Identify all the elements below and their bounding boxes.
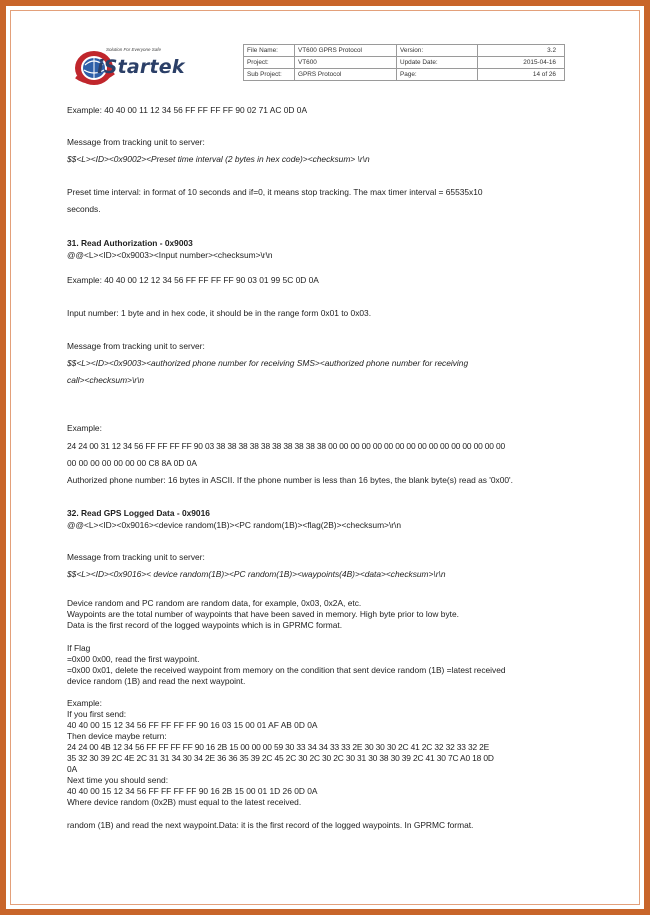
page-value: 14 of 26 (478, 69, 565, 81)
paragraph: Device random and PC random are random data, for example, 0x03, 0x2A, etc. (67, 598, 362, 608)
table-row (244, 69, 565, 81)
example-hex: 00 00 00 00 00 00 00 C8 8A 0D 0A (67, 458, 197, 468)
version-label: Version: (397, 45, 478, 57)
logo-text: iStartek (97, 56, 185, 78)
document-info-table (243, 44, 565, 81)
paragraph: random (1B) and read the next waypoint.Data: it is the first record of the logged waypoints. In GPRMC format. (67, 820, 474, 830)
example-hex: 24 24 00 4B 12 34 56 FF FF FF FF 90 16 2B 15 00 00 00 59 30 33 34 34 33 33 2E 30 30 30 2C 41 2C 32 32 33 32 2E (67, 742, 490, 752)
table-row (244, 45, 565, 57)
file-name-label: File Name: (244, 45, 295, 57)
message-intro: Message from tracking unit to server: (67, 341, 205, 351)
paragraph: Authorized phone number: 16 bytes in ASCII. If the phone number is less than 16 bytes, the blank byte(s) read as '0x00'. (67, 475, 513, 485)
message-format: $$<L><ID><0x9003><authorized phone number for receiving SMS><authorized phone number for receiving (67, 358, 469, 368)
message-format: call><checksum>\r\n (67, 375, 145, 385)
section-32-title: 32. Read GPS Logged Data - 0x9016 (67, 508, 210, 518)
example-text: Example: 40 40 00 12 12 34 56 FF FF FF FF 90 03 01 99 5C 0D 0A (67, 275, 319, 285)
sub-project-label: Sub Project: (244, 69, 295, 81)
paragraph: If you first send: (67, 709, 127, 719)
paragraph: Input number: 1 byte and in hex code, it should be in the range form 0x01 to 0x03. (67, 308, 372, 318)
paragraph: Then device maybe return: (67, 731, 167, 741)
page-label: Page: (397, 69, 478, 81)
paragraph: seconds. (67, 204, 101, 214)
message-format: $$<L><ID><0x9002><Preset time interval (2 bytes in hex code)><checksum> \r\n (67, 154, 370, 164)
file-name-value: VT600 GPRS Protocol (295, 45, 397, 57)
example-hex: 40 40 00 15 12 34 56 FF FF FF FF 90 16 03 15 00 01 AF AB 0D 0A (67, 720, 318, 730)
logo-tagline: Solution For Everyone Safe (106, 47, 162, 52)
paragraph: =0x00 0x01, delete the received waypoint from memory on the condition that sent device random (1B) =latest received (67, 665, 506, 675)
update-date-label: Update Date: (397, 57, 478, 69)
paragraph: If Flag (67, 643, 91, 653)
example-hex: 40 40 00 15 12 34 56 FF FF FF FF 90 16 2B 15 00 01 1D 26 0D 0A (67, 786, 318, 796)
command-format: @@<L><ID><0x9003><Input number><checksum>\r\n (67, 250, 273, 260)
paragraph: device random (1B) and read the next waypoint. (67, 676, 246, 686)
example-label: Example: (67, 698, 102, 708)
example-label: Example: (67, 423, 102, 433)
paragraph: Preset time interval: in format of 10 seconds and if=0, it means stop tracking. The max timer interval = 65535x10 (67, 187, 483, 197)
paragraph: Waypoints are the total number of waypoints that have been saved in memory. High byte prior to low byte. (67, 609, 459, 619)
update-date-value: 2015-04-16 (478, 57, 565, 69)
message-format: $$<L><ID><0x9016>< device random(1B)><PC random(1B)><waypoints(4B)><data><checksum>\r\n (67, 569, 446, 579)
command-format: @@<L><ID><0x9016><device random(1B)><PC random(1B)><flag(2B)><checksum>\r\n (67, 520, 402, 530)
project-label: Project: (244, 57, 295, 69)
project-value: VT600 (295, 57, 397, 69)
example-text: Example: 40 40 00 11 12 34 56 FF FF FF FF 90 02 71 AC 0D 0A (67, 105, 308, 115)
message-intro: Message from tracking unit to server: (67, 137, 205, 147)
paragraph: Where device random (0x2B) must equal to the latest received. (67, 797, 302, 807)
version-value: 3.2 (478, 45, 565, 57)
example-hex: 24 24 00 31 12 34 56 FF FF FF FF 90 03 38 38 38 38 38 38 38 38 38 38 00 00 00 00 00 00 00 00 00 00 00 00 00 00 00 00 (67, 441, 505, 451)
paragraph: Data is the first record of the logged waypoints which is in GPRMC format. (67, 620, 343, 630)
example-hex: 0A (67, 764, 78, 774)
table-row (244, 57, 565, 69)
sub-project-value: GPRS Protocol (295, 69, 397, 81)
example-hex: 35 32 30 39 2C 4E 2C 31 31 34 30 34 2E 36 36 35 39 2C 45 2C 30 2C 30 2C 30 31 30 38 30 39 2C 41 30 7C A0 18 0D (67, 753, 494, 763)
paragraph: Next time you should send: (67, 775, 169, 785)
paragraph: =0x00 0x00, read the first waypoint. (67, 654, 200, 664)
section-31-title: 31. Read Authorization - 0x9003 (67, 238, 193, 248)
message-intro: Message from tracking unit to server: (67, 552, 205, 562)
